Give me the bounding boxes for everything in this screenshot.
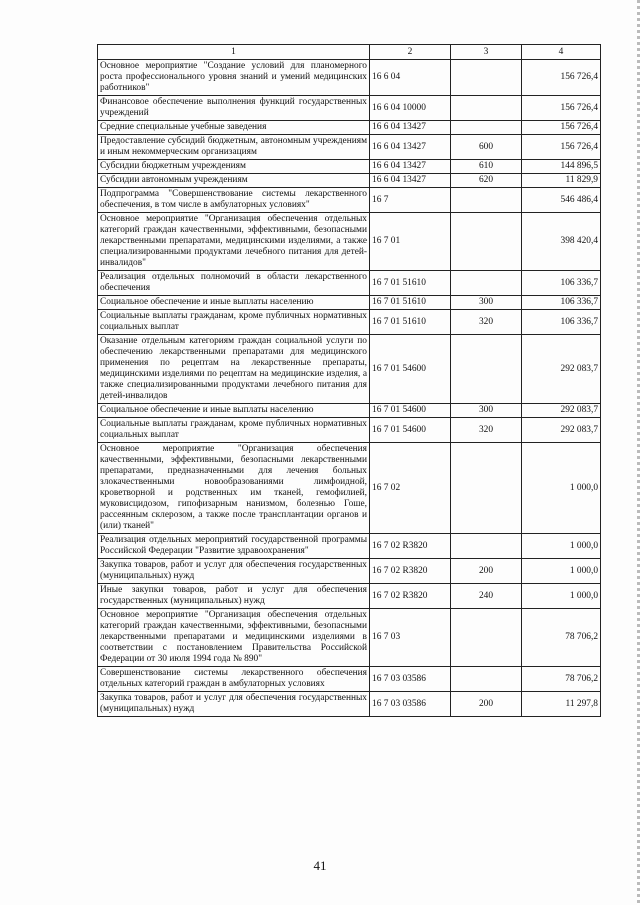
amount-cell: 1 000,0 [522,443,601,534]
code-cell: 16 7 01 51610 [370,310,451,335]
description-cell: Основное мероприятие "Организация обеспечения отдельных категорий граждан качественными, эффективными, безопасными лекарственными препаратами и медицинскими изделиями в соответствии с постановлением Правительства Российской Федерации от 30 июля 1994 года № 890" [98,609,370,667]
expense-type-cell [451,534,522,559]
table-row [98,160,601,174]
expense-type-cell: 240 [451,584,522,609]
table-row [98,213,601,271]
expense-type-cell: 300 [451,296,522,310]
table-row [98,60,601,96]
description-cell: Подпрограмма "Совершенствование системы лекарственного обеспечения, в том числе в амбулаторных условиях" [98,188,370,213]
description-cell: Основное мероприятие "Организация обеспечения отдельных категорий граждан качественными, эффективными, безопасными лекарственными препаратами, медицинскими изделиями, а также специализированными продуктами лечебного питания для детей-инвалидов" [98,213,370,271]
description-cell: Социальное обеспечение и иные выплаты населению [98,404,370,418]
amount-cell: 398 420,4 [522,213,601,271]
expense-type-cell [451,213,522,271]
amount-cell: 78 706,2 [522,667,601,692]
description-cell: Реализация отдельных полномочий в области лекарственного обеспечения [98,271,370,296]
code-cell: 16 6 04 13427 [370,121,451,135]
table-row [98,335,601,404]
expense-type-cell [451,96,522,121]
expense-type-cell [451,443,522,534]
description-cell: Субсидии автономным учреждениям [98,174,370,188]
description-cell: Реализация отдельных мероприятий государственной программы Российской Федерации "Развитие здравоохранения" [98,534,370,559]
expense-type-cell: 610 [451,160,522,174]
code-cell: 16 6 04 13427 [370,174,451,188]
table-row [98,135,601,160]
table-row [98,559,601,584]
code-cell: 16 7 [370,188,451,213]
description-cell: Предоставление субсидий бюджетным, автономным учреждениям и иным некоммерческим организациям [98,135,370,160]
amount-cell: 11 297,8 [522,692,601,717]
expense-type-cell: 620 [451,174,522,188]
expense-type-cell: 200 [451,559,522,584]
code-cell: 16 7 01 51610 [370,296,451,310]
code-cell: 16 7 03 03586 [370,692,451,717]
header-row [98,45,601,60]
table-row [98,404,601,418]
amount-cell: 78 706,2 [522,609,601,667]
code-cell: 16 6 04 13427 [370,160,451,174]
expense-type-cell: 300 [451,404,522,418]
amount-cell: 292 083,7 [522,418,601,443]
description-cell: Социальные выплаты гражданам, кроме публичных нормативных социальных выплат [98,310,370,335]
description-cell: Закупка товаров, работ и услуг для обеспечения государственных (муниципальных) нужд [98,559,370,584]
table-row [98,271,601,296]
code-cell: 16 7 01 54600 [370,404,451,418]
expense-type-cell [451,335,522,404]
amount-cell: 156 726,4 [522,96,601,121]
description-cell: Закупка товаров, работ и услуг для обеспечения государственных (муниципальных) нужд [98,692,370,717]
expense-type-cell [451,121,522,135]
code-cell: 16 7 02 R3820 [370,559,451,584]
table-row [98,121,601,135]
expense-type-cell: 320 [451,310,522,335]
table-row [98,584,601,609]
code-cell: 16 6 04 10000 [370,96,451,121]
table-row [98,667,601,692]
amount-cell: 11 829,9 [522,174,601,188]
table-row [98,692,601,717]
expense-type-cell [451,609,522,667]
expense-type-cell [451,188,522,213]
amount-cell: 156 726,4 [522,60,601,96]
page-number: 41 [313,858,327,873]
code-cell: 16 7 02 [370,443,451,534]
table-row [98,310,601,335]
table-row [98,174,601,188]
expense-type-cell: 200 [451,692,522,717]
amount-cell: 1 000,0 [522,584,601,609]
description-cell: Основное мероприятие "Создание условий для планомерного роста профессионального уровня знаний и умений медицинских работников" [98,60,370,96]
expense-type-cell [451,271,522,296]
description-cell: Социальное обеспечение и иные выплаты населению [98,296,370,310]
table-row [98,188,601,213]
header-col-4: 4 [522,45,601,60]
code-cell: 16 7 01 51610 [370,271,451,296]
expense-type-cell: 320 [451,418,522,443]
table-row [98,534,601,559]
table-row [98,443,601,534]
table-row [98,418,601,443]
code-cell: 16 7 02 R3820 [370,534,451,559]
header-col-2: 2 [370,45,451,60]
amount-cell: 144 896,5 [522,160,601,174]
description-cell: Средние специальные учебные заведения [98,121,370,135]
description-cell: Социальные выплаты гражданам, кроме публичных нормативных социальных выплат [98,418,370,443]
description-cell: Основное мероприятие "Организация обеспечения качественными, эффективными, безопасными лекарственными препаратами, предназначенными для лечения больных злокачественными новообразованиями лимфоидной, кроветворной и родственных им тканей, гемофилией, муковисцидозом, гипофизарным нанизмом, болезнью Гоше, рассеянным склерозом, а также после трансплантации органов и (или) тканей" [98,443,370,534]
amount-cell: 106 336,7 [522,271,601,296]
header-col-3: 3 [451,45,522,60]
code-cell: 16 7 02 R3820 [370,584,451,609]
table-row [98,296,601,310]
table-body [98,60,601,717]
table-row [98,96,601,121]
description-cell: Финансовое обеспечение выполнения функций государственных учреждений [98,96,370,121]
description-cell: Субсидии бюджетным учреждениям [98,160,370,174]
amount-cell: 156 726,4 [522,135,601,160]
amount-cell: 156 726,4 [522,121,601,135]
code-cell: 16 7 01 54600 [370,418,451,443]
amount-cell: 1 000,0 [522,559,601,584]
expense-type-cell: 600 [451,135,522,160]
table-row [98,609,601,667]
description-cell: Совершенствование системы лекарственного обеспечения отдельных категорий граждан в амбулаторных условиях [98,667,370,692]
amount-cell: 546 486,4 [522,188,601,213]
amount-cell: 106 336,7 [522,310,601,335]
budget-table [97,44,601,717]
expense-type-cell [451,60,522,96]
amount-cell: 292 083,7 [522,404,601,418]
code-cell: 16 7 03 [370,609,451,667]
expense-type-cell [451,667,522,692]
amount-cell: 292 083,7 [522,335,601,404]
header-col-1: 1 [98,45,370,60]
code-cell: 16 7 01 [370,213,451,271]
description-cell: Иные закупки товаров, работ и услуг для обеспечения государственных (муниципальных) нужд [98,584,370,609]
code-cell: 16 6 04 13427 [370,135,451,160]
amount-cell: 1 000,0 [522,534,601,559]
code-cell: 16 6 04 [370,60,451,96]
amount-cell: 106 336,7 [522,296,601,310]
code-cell: 16 7 03 03586 [370,667,451,692]
description-cell: Оказание отдельным категориям граждан социальной услуги по обеспечению лекарственными препаратами для медицинского применения по рецептам на лекарственные препараты, медицинскими изделиями по рецептам на медицинские изделия, а также специализированными продуктами лечебного питания для детей-инвалидов [98,335,370,404]
code-cell: 16 7 01 54600 [370,335,451,404]
